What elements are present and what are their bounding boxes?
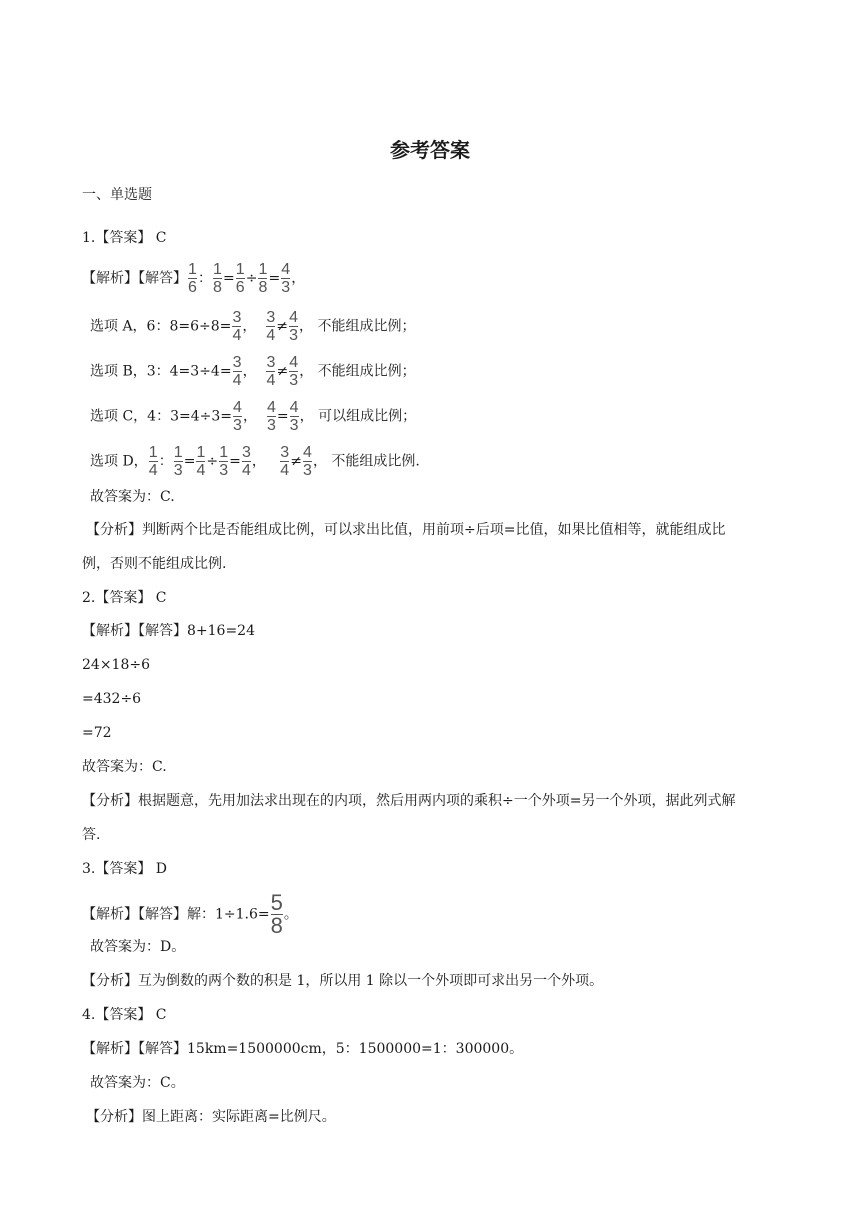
text: ， [242,318,257,335]
text: 选项 B，3：4=3÷4= [90,363,232,380]
q2-solution: 【解析】【解答】8+16=24 [82,623,255,639]
text: ， 可以组成比例； [299,408,417,425]
text: = [276,408,289,425]
q1-analysis-line1: 【分析】判断两个比是否能组成比例，可以求出比值，用前项÷后项=比值，如果比值相等，就能组成比 [86,522,726,538]
fraction: $\frac{3}{4}$ [241,444,251,479]
text: ： [198,270,212,287]
text: ， [242,408,257,425]
fraction: $\frac{1}{8}$ [213,261,222,296]
text: 选项 C，4：3=4÷3= [90,408,232,425]
fraction: $\frac{4}{3}$ [289,309,298,344]
text: ， 不能组成比例； [299,318,416,335]
section-heading: 一、单选题 [82,187,152,203]
q2-step: 24×18÷6 [82,657,150,673]
text: = [223,270,235,287]
text: = [183,453,196,470]
fraction: $\frac{1}{4}$ [196,444,206,479]
text: 选项 A，6：8=6÷8= [90,318,232,335]
text: ， [242,363,257,380]
page-title: 参考答案 [390,138,470,162]
q3-conclusion: 故答案为：D。 [90,939,186,955]
fraction: $\frac{4}{3}$ [303,444,312,479]
q4-conclusion: 故答案为：C。 [90,1075,185,1091]
fraction: $\frac{1}{6}$ [235,261,245,296]
text: ÷ [245,270,258,287]
fraction: $\frac{3}{4}$ [232,354,242,389]
fraction: $\frac{1}{4}$ [148,444,158,479]
q3-solution [82,890,298,938]
q3-answer: 3.【答案】 D [82,861,168,877]
fraction: $\frac{4}{3}$ [233,399,242,434]
text: ÷ [206,453,219,470]
fraction: $\frac{4}{3}$ [281,261,291,296]
q4-analysis: 【分析】图上距离：实际距离=比例尺。 [86,1109,336,1125]
q1-answer: 1.【答案】 C [82,230,167,246]
text: = [268,270,281,287]
fraction: $\frac{3}{4}$ [266,309,276,344]
q2-step: =72 [82,725,112,741]
text: 【解析】【解答】解：1÷1.6= [82,906,270,923]
q3-analysis: 【分析】互为倒数的两个数的积是 1，所以用 1 除以一个外项即可求出另一个外项。 [82,973,604,989]
fraction: $\frac{4}{3}$ [289,399,299,434]
fraction: $\frac{4}{3}$ [266,399,276,434]
fraction: $\frac{1}{3}$ [173,444,183,479]
q4-solution: 【解析】【解答】15km=1500000cm，5：1500000=1：300000。 [82,1041,524,1057]
text: ≠ [290,453,302,470]
text: 选项 D， [90,453,148,470]
q2-step: =432÷6 [82,691,142,707]
q2-answer: 2.【答案】 C [82,590,167,606]
text: ≠ [276,363,289,380]
fraction: $\frac{3}{4}$ [280,444,290,479]
fraction: $\frac{3}{4}$ [266,354,276,389]
q1-solution [82,262,305,295]
text: ， 不能组成比例. [312,453,420,470]
q2-analysis-line2: 答. [82,827,101,843]
text: ， [251,453,266,470]
text: = [229,453,241,470]
text: 。 [283,906,298,923]
text: ： [158,453,173,470]
q1-option-d [90,445,420,478]
q1-solution-prefix: 【解析】【解答】 [82,270,187,287]
fraction: $\frac{1}{3}$ [219,444,229,479]
text: ≠ [276,318,289,335]
q1-option-b [90,355,416,388]
fraction: $\frac{1}{6}$ [188,261,197,296]
q1-option-c [90,400,416,433]
fraction: $\frac{4}{3}$ [289,354,299,389]
text: ， 不能组成比例； [299,363,416,380]
q1-analysis-line2: 例，否则不能组成比例. [82,556,227,572]
q2-conclusion: 故答案为：C. [82,759,167,775]
q2-analysis-line1: 【分析】根据题意，先用加法求出现在的内项，然后用两内项的乘积÷一个外项=另一个外项，据此列式解 [82,793,736,809]
fraction: $\frac{3}{4}$ [232,309,242,344]
q1-conclusion: 故答案为：C. [90,489,175,505]
fraction: $\frac{1}{8}$ [258,261,268,296]
q1-option-a [90,310,415,343]
text: ， [291,270,306,287]
q4-answer: 4.【答案】 C [82,1007,167,1023]
fraction: $\frac{5}{8}$ [270,890,283,938]
